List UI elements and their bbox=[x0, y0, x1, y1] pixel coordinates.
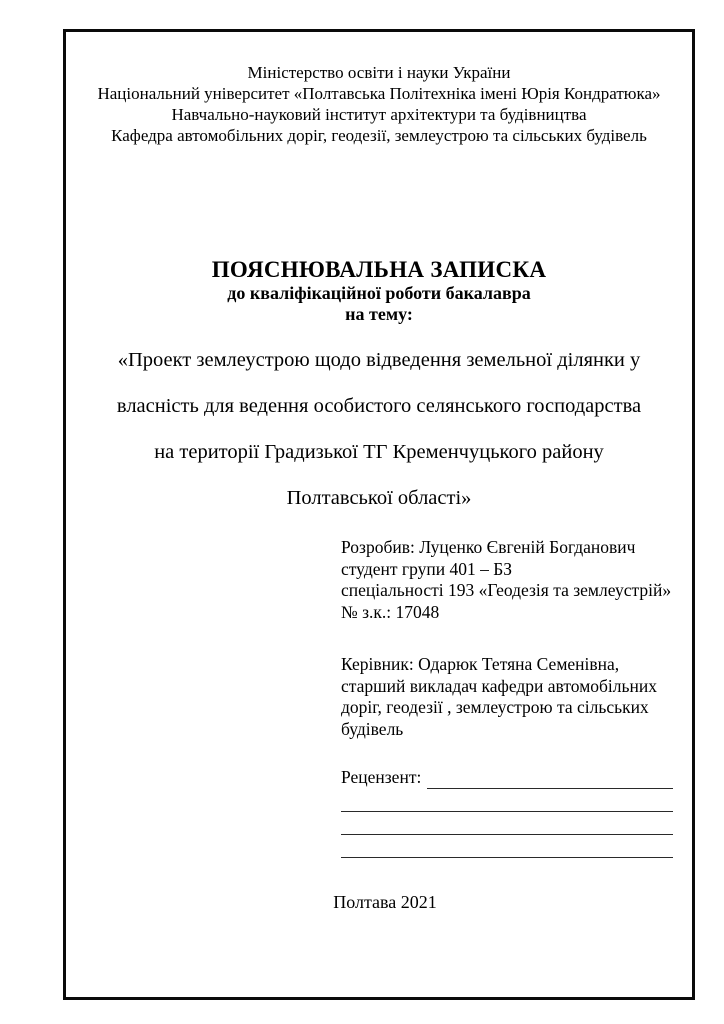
developer-specialty-line: спеціальності 193 «Геодезія та землеустрій» bbox=[341, 580, 672, 600]
supervisor-name-line: Керівник: Одарюк Тетяна Семенівна, bbox=[341, 654, 620, 674]
supervisor-block bbox=[341, 654, 673, 740]
document-subtitle-topic-label: на тему: bbox=[345, 304, 413, 324]
university-line: Національний університет «Полтавська Політехніка імені Юрія Кондратюка» bbox=[97, 84, 661, 103]
page-border-frame bbox=[63, 29, 695, 1000]
thesis-topic bbox=[66, 337, 692, 521]
topic-line-1: «Проект землеустрою щодо відведення земельної ділянки у bbox=[117, 349, 641, 371]
document-title-block bbox=[66, 256, 692, 325]
reviewer-signature-line bbox=[427, 771, 673, 789]
supervisor-title-line-1: старший викладач кафедри автомобільних bbox=[341, 675, 657, 696]
topic-line-4: Полтавської області» bbox=[286, 487, 472, 509]
signature-blank-line-1 bbox=[341, 789, 673, 812]
document-subtitle: до кваліфікаційної роботи бакалавра bbox=[227, 283, 531, 303]
topic-line-2: власність для ведення особистого селянського господарства bbox=[116, 395, 642, 417]
supervisor-title-line-2: доріг, геодезії , землеустрою та сільських bbox=[341, 697, 649, 717]
department-line: Кафедра автомобільних доріг, геодезії, землеустрою та сільських будівель bbox=[111, 126, 647, 145]
reviewer-block bbox=[341, 767, 673, 858]
developer-recordbook-line: № з.к.: 17048 bbox=[341, 601, 440, 622]
signature-blank-line-3 bbox=[341, 835, 673, 858]
supervisor-title-line-3: будівель bbox=[341, 718, 404, 739]
credits-column bbox=[341, 537, 673, 858]
document-title: ПОЯСНЮВАЛЬНА ЗАПИСКА bbox=[211, 257, 547, 282]
institution-header bbox=[66, 62, 692, 146]
developer-name-line: Розробив: Луценко Євгеній Богданович bbox=[341, 537, 636, 557]
reviewer-label: Рецензент: bbox=[341, 767, 422, 787]
signature-blank-line-2 bbox=[341, 812, 673, 835]
institute-line: Навчально-науковий інститут архітектури та будівництва bbox=[171, 105, 587, 124]
developer-group-line: студент групи 401 – БЗ bbox=[341, 558, 513, 579]
topic-line-3: на території Градизької ТГ Кременчуцького району bbox=[154, 441, 604, 463]
reviewer-row bbox=[341, 767, 673, 789]
developer-block bbox=[341, 537, 673, 623]
city-year-line: Полтава 2021 bbox=[333, 892, 437, 912]
ministry-line: Міністерство освіти і науки України bbox=[247, 63, 511, 82]
